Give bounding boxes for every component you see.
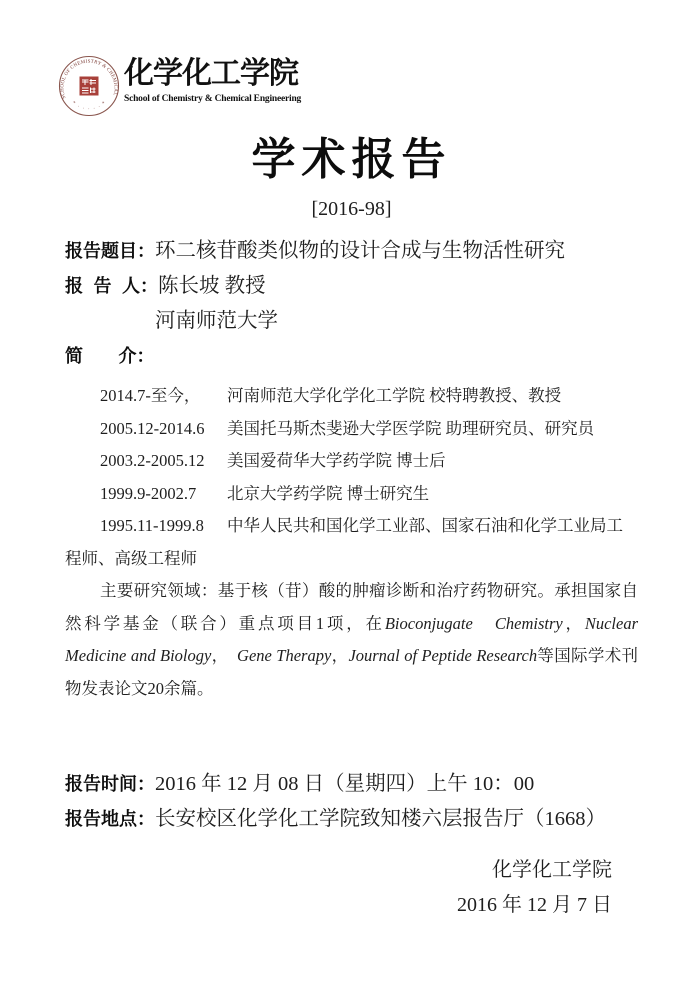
journal-name: Bioconjugate Chemistry — [384, 613, 563, 633]
time-value: 2016 年 12 月 08 日（星期四）上午 10：00 — [155, 773, 535, 795]
research-segment: ， — [562, 613, 585, 633]
signer-name: 化学化工学院 — [492, 859, 612, 881]
venue-label: 报告地点： — [65, 809, 155, 829]
time-row — [65, 767, 638, 802]
journal-name: Journal of Peptide Research — [348, 646, 538, 665]
timeline-detail: 河南师范大学化学化工学院 校特聘教授、教授 — [227, 386, 562, 405]
timeline-detail: 中华人民共和国化学工业部、国家石油和化学工业局工程师、高级工程师 — [65, 516, 623, 568]
timeline-entry — [65, 445, 638, 478]
seal-ring-text: SCHOOL OF CHEMISTRY & CHEMICAL — [60, 59, 118, 100]
timeline-entry — [65, 478, 638, 511]
school-seal-icon — [57, 54, 121, 118]
report-title-label: 报告题目： — [65, 241, 155, 261]
timeline-entry — [65, 510, 638, 575]
svg-text:* · · · · · *: * · · · · · * — [70, 100, 109, 113]
schedule — [65, 767, 638, 837]
time-label: 报告时间： — [65, 774, 155, 794]
school-name-block — [124, 56, 301, 104]
research-segment: ， — [331, 646, 349, 665]
doc-title: 学术报告 — [251, 135, 452, 184]
school-logo — [57, 54, 638, 118]
timeline-detail: 美国托马斯杰斐逊大学医学院 助理研究员、研究员 — [227, 418, 595, 438]
report-title-row — [65, 234, 638, 269]
bio-label: 简 介： — [65, 346, 155, 366]
speaker-affiliation: 河南师范大学 — [155, 310, 278, 332]
timeline-period: 1999.9-2002.7 — [100, 483, 197, 503]
school-name-en: School of Chemistry & Chemical Engineering — [124, 94, 302, 104]
timeline-detail: 北京大学药学院 博士研究生 — [227, 483, 430, 503]
bio-label-row — [65, 339, 638, 374]
research-segment: 等国际学术刊物发表论文20余篇。 — [65, 646, 639, 698]
speaker-label: 报 告 人： — [65, 276, 158, 296]
journal-name: Nuclear Medicine and Biology — [65, 613, 639, 665]
timeline-period: 2014.7-至今， — [100, 386, 201, 405]
research-segment: ， — [211, 646, 238, 665]
research-paragraph — [65, 575, 638, 705]
masthead — [60, 54, 638, 120]
doc-number: [2016-98] — [311, 198, 392, 220]
research-segment: 主要研究领域：基于核（苷）酸的肿瘤诊断和治疗药物研究。承担国家自然科学基金（联合）重点项目1项，在 — [65, 581, 638, 633]
timeline-period: 2003.2-2005.12 — [100, 451, 205, 470]
signature-date: 2016 年 12 月 7 日 — [457, 894, 612, 916]
bio-timeline — [65, 380, 638, 575]
timeline-period: 1995.11-1999.8 — [100, 516, 204, 535]
signature-block — [65, 853, 638, 923]
timeline-detail: 美国爱荷华大学药学院 博士后 — [227, 451, 446, 470]
journal-name: Gene Therapy — [237, 646, 332, 665]
timeline-entry — [65, 380, 638, 413]
venue-value: 长安校区化学化工学院致知楼六层报告厅（1668） — [155, 808, 606, 830]
venue-row — [65, 802, 638, 837]
report-title: 环二核苷酸类似物的设计合成与生物活性研究 — [155, 240, 565, 262]
speaker-row — [65, 269, 638, 304]
timeline-period: 2005.12-2014.6 — [100, 418, 205, 438]
school-name-cn: 化学化工学院 — [124, 57, 298, 90]
timeline-entry — [65, 413, 638, 446]
report-fields — [65, 234, 638, 374]
speaker-name: 陈长坡 教授 — [158, 275, 266, 297]
